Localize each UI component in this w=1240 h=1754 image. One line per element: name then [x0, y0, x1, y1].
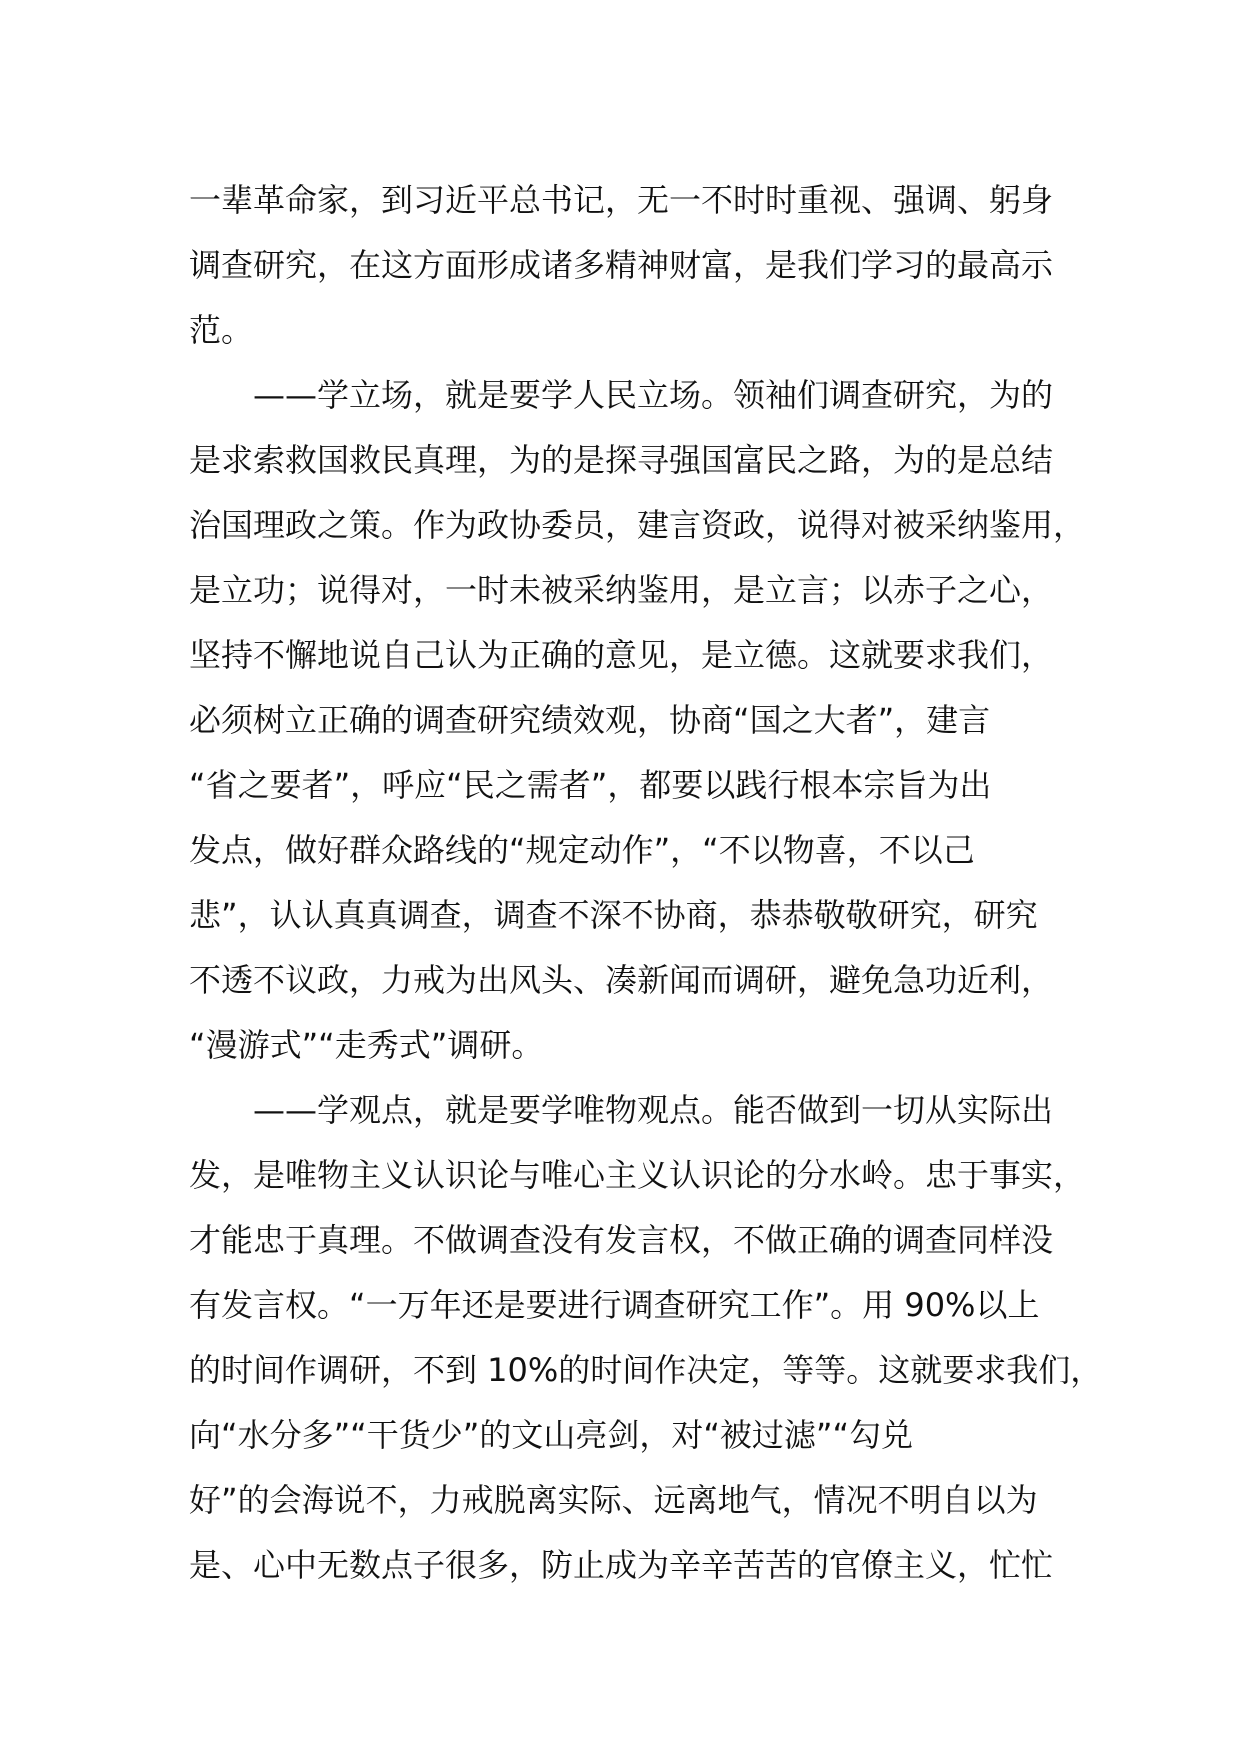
paragraph-viewpoint: [189, 1078, 1109, 1598]
text-line: 必须树立正确的调查研究绩效观，协商“国之大者”，建言: [189, 701, 991, 739]
text-line: 是求索救国救民真理，为的是探寻强国富民之路，为的是总结: [189, 441, 1054, 479]
text-line: 发，是唯物主义认识论与唯心主义认识论的分水岭。忠于事实，: [189, 1156, 1086, 1194]
paragraph-continuation: [189, 168, 1109, 363]
text-line: 悲”，认认真真调查，调查不深不协商，恭恭敬敬研究，研究: [189, 896, 1038, 934]
text-line: 才能忠于真理。不做调查没有发言权，不做正确的调查同样没: [189, 1221, 1054, 1259]
text-line: 坚持不懈地说自己认为正确的意见，是立德。这就要求我们，: [189, 636, 1054, 674]
text-line: 发点，做好群众路线的“规定动作”，“不以物喜，不以己: [189, 831, 975, 869]
text-line: 不透不议政，力戒为出风头、凑新闻而调研，避免急功近利，: [189, 961, 1054, 999]
text-line: 范。: [189, 311, 254, 349]
text-line: 调查研究，在这方面形成诸多精神财富，是我们学习的最高示: [189, 246, 1054, 284]
text-line: 的时间作调研，不到 10%的时间作决定，等等。这就要求我们，: [189, 1351, 1103, 1389]
text-line: 有发言权。“一万年还是要进行调查研究工作”。用 90%以上: [189, 1286, 1040, 1324]
text-line: ——学立场，就是要学人民立场。领袖们调查研究，为的: [253, 376, 1054, 414]
text-line: 好”的会海说不，力戒脱离实际、远离地气，情况不明自以为: [189, 1481, 1038, 1519]
text-line: 一辈革命家，到习近平总书记，无一不时时重视、强调、躬身: [189, 181, 1054, 219]
text-line: 向“水分多”“干货少”的文山亮剑，对“被过滤”“勾兑: [189, 1416, 914, 1454]
text-line: ——学观点，就是要学唯物观点。能否做到一切从实际出: [253, 1091, 1054, 1129]
text-line: “省之要者”，呼应“民之需者”，都要以践行根本宗旨为出: [189, 766, 992, 804]
text-line: 治国理政之策。作为政协委员，建言资政，说得对被采纳鉴用，: [189, 506, 1086, 544]
text-line: 是立功；说得对，一时未被采纳鉴用，是立言；以赤子之心，: [189, 571, 1054, 609]
document-body: [189, 168, 1109, 1598]
paragraph-position: [189, 363, 1109, 1078]
text-line: “漫游式”“走秀式”调研。: [189, 1026, 544, 1064]
text-line: 是、心中无数点子很多，防止成为辛辛苦苦的官僚主义，忙忙: [189, 1546, 1054, 1584]
